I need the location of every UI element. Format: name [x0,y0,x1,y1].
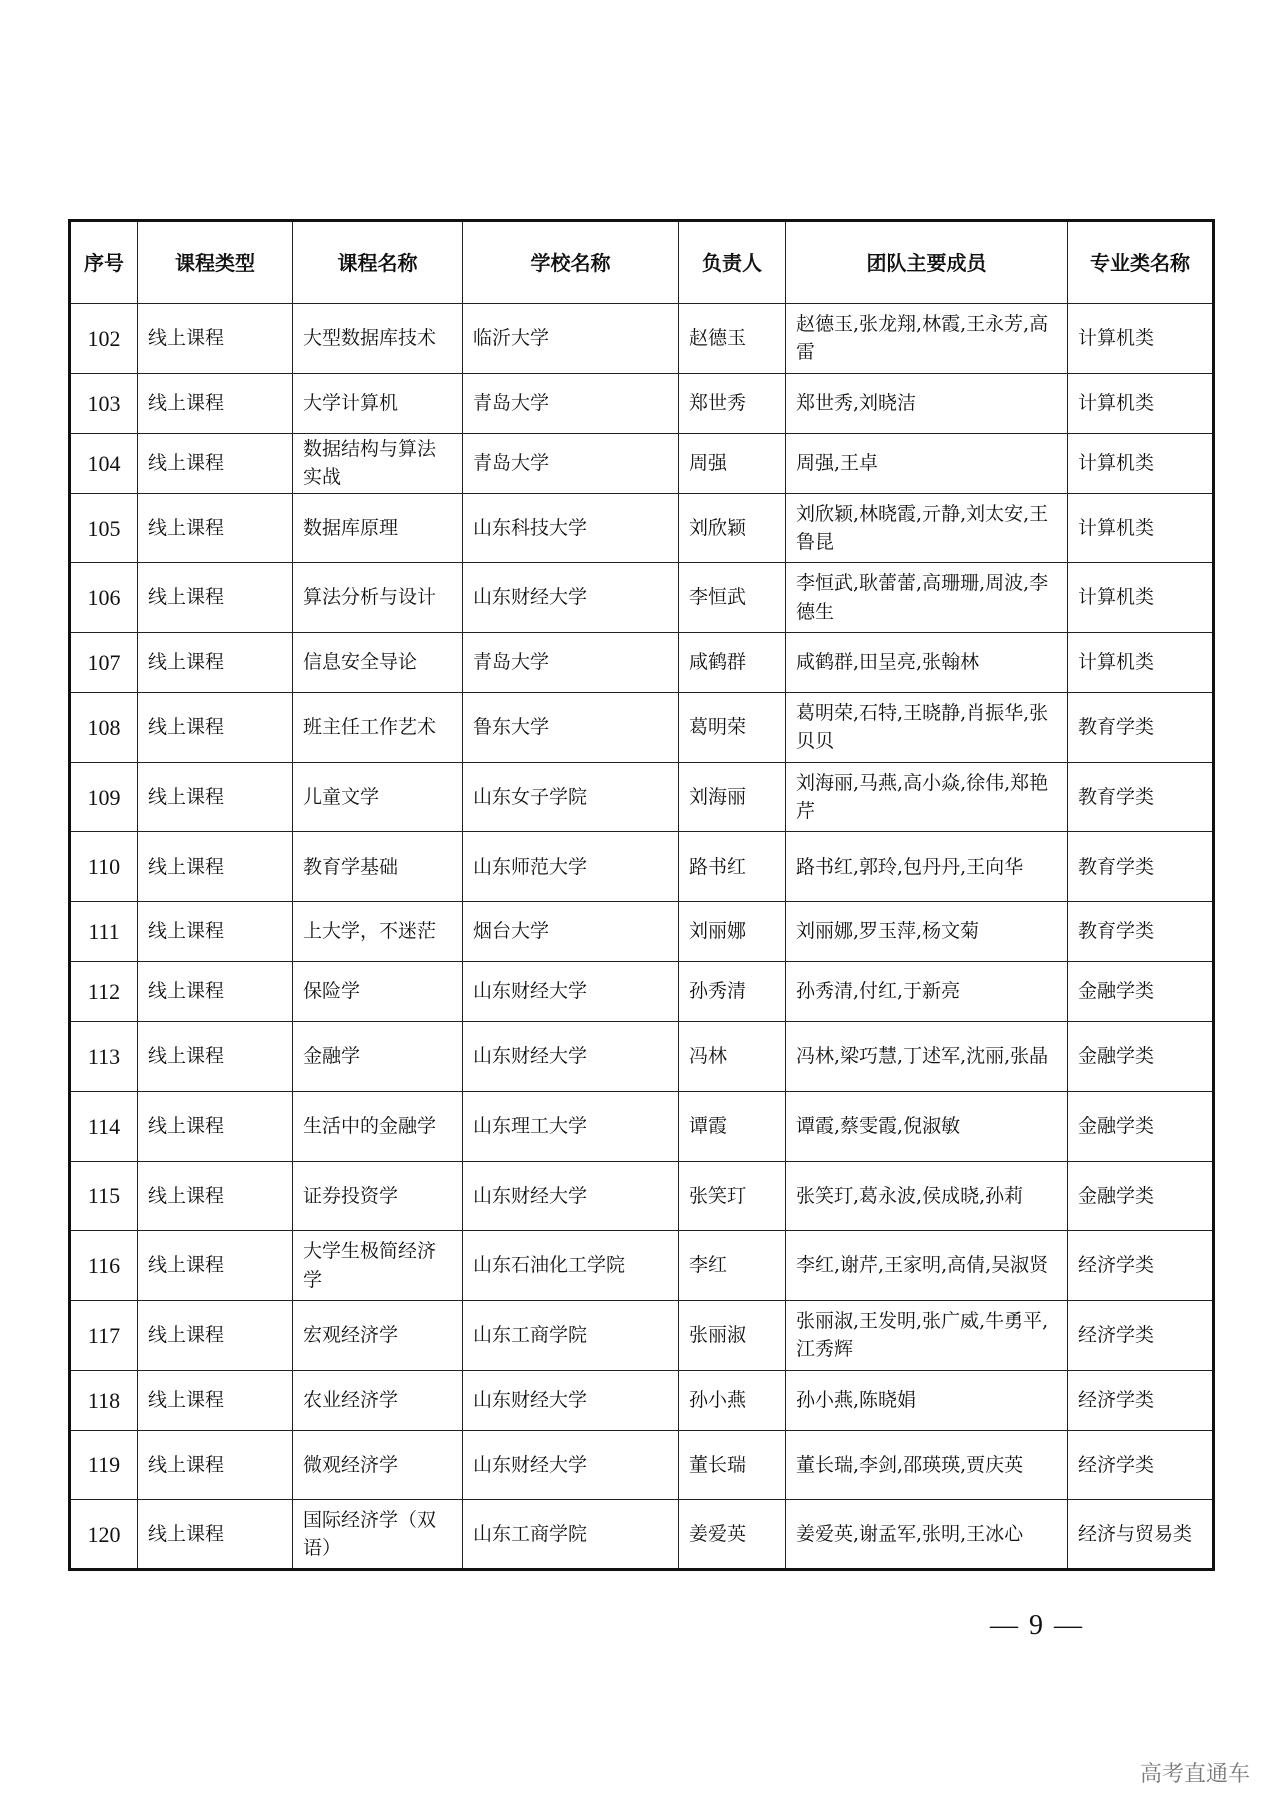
cell-course-name: 上大学，不迷茫 [293,902,463,962]
cell-major-category: 经济学类 [1068,1300,1214,1370]
cell-team-members: 张丽淑,王发明,张广威,牛勇平,江秀辉 [786,1300,1068,1370]
table-row [70,1300,1214,1370]
cell-major-category: 计算机类 [1068,563,1214,633]
cell-course-name: 微观经济学 [293,1430,463,1500]
cell-school-name: 鲁东大学 [463,693,679,763]
cell-school-name: 山东工商学院 [463,1300,679,1370]
table-row [70,493,1214,563]
table-row [70,1500,1214,1570]
cell-course-name: 大学计算机 [293,373,463,433]
cell-team-members: 刘海丽,马燕,高小焱,徐伟,郑艳芹 [786,762,1068,832]
cell-serial: 116 [70,1231,138,1301]
cell-team-members: 路书红,郭玲,包丹丹,王向华 [786,832,1068,902]
cell-course-type: 线上课程 [138,1161,293,1231]
table-row [70,1161,1214,1231]
cell-course-name: 儿童文学 [293,762,463,832]
cell-team-members: 刘欣颖,林晓霞,亓静,刘太安,王鲁昆 [786,493,1068,563]
cell-school-name: 临沂大学 [463,304,679,374]
cell-lead: 刘丽娜 [679,902,786,962]
cell-major-category: 教育学类 [1068,693,1214,763]
table-row [70,1430,1214,1500]
cell-school-name: 山东财经大学 [463,1430,679,1500]
header-lead: 负责人 [679,221,786,304]
cell-team-members: 葛明荣,石特,王晓静,肖振华,张贝贝 [786,693,1068,763]
header-school-name: 学校名称 [463,221,679,304]
cell-course-name: 金融学 [293,1022,463,1092]
cell-serial: 105 [70,493,138,563]
cell-team-members: 董长瑞,李剑,邵瑛瑛,贾庆英 [786,1430,1068,1500]
cell-serial: 109 [70,762,138,832]
cell-serial: 108 [70,693,138,763]
page-number: — 9 — [990,1610,1084,1641]
cell-major-category: 教育学类 [1068,902,1214,962]
cell-lead: 李恒武 [679,563,786,633]
cell-school-name: 山东科技大学 [463,493,679,563]
cell-course-type: 线上课程 [138,1022,293,1092]
cell-serial: 102 [70,304,138,374]
cell-major-category: 经济学类 [1068,1231,1214,1301]
cell-major-category: 经济与贸易类 [1068,1500,1214,1570]
table-row [70,373,1214,433]
cell-lead: 刘海丽 [679,762,786,832]
cell-school-name: 山东理工大学 [463,1091,679,1161]
cell-lead: 张丽淑 [679,1300,786,1370]
cell-school-name: 山东女子学院 [463,762,679,832]
cell-serial: 112 [70,962,138,1022]
cell-team-members: 李红,谢芹,王家明,高倩,吴淑贤 [786,1231,1068,1301]
cell-course-type: 线上课程 [138,762,293,832]
cell-serial: 114 [70,1091,138,1161]
cell-team-members: 郑世秀,刘晓洁 [786,373,1068,433]
cell-major-category: 金融学类 [1068,962,1214,1022]
header-major-category: 专业类名称 [1068,221,1214,304]
cell-team-members: 张笑玎,葛永波,侯成晓,孙莉 [786,1161,1068,1231]
cell-school-name: 山东财经大学 [463,962,679,1022]
cell-team-members: 李恒武,耿蕾蕾,高珊珊,周波,李德生 [786,563,1068,633]
cell-school-name: 青岛大学 [463,373,679,433]
cell-course-type: 线上课程 [138,902,293,962]
watermark: 高考直通车 [1139,1762,1250,1787]
cell-major-category: 计算机类 [1068,493,1214,563]
cell-lead: 周强 [679,433,786,493]
cell-serial: 110 [70,832,138,902]
cell-lead: 孙秀清 [679,962,786,1022]
cell-lead: 刘欣颖 [679,493,786,563]
cell-serial: 104 [70,433,138,493]
cell-lead: 董长瑞 [679,1430,786,1500]
cell-course-type: 线上课程 [138,304,293,374]
cell-course-name: 信息安全导论 [293,633,463,693]
table-row [70,1370,1214,1430]
cell-lead: 姜爱英 [679,1500,786,1570]
cell-lead: 孙小燕 [679,1370,786,1430]
cell-lead: 咸鹤群 [679,633,786,693]
cell-school-name: 青岛大学 [463,433,679,493]
table-row [70,902,1214,962]
cell-course-type: 线上课程 [138,1231,293,1301]
cell-course-name: 生活中的金融学 [293,1091,463,1161]
cell-serial: 113 [70,1022,138,1092]
cell-team-members: 冯林,梁巧慧,丁述军,沈丽,张晶 [786,1022,1068,1092]
cell-course-type: 线上课程 [138,1370,293,1430]
cell-course-type: 线上课程 [138,563,293,633]
cell-lead: 冯林 [679,1022,786,1092]
cell-course-name: 农业经济学 [293,1370,463,1430]
cell-serial: 115 [70,1161,138,1231]
header-course-type: 课程类型 [138,221,293,304]
table-row [70,693,1214,763]
cell-course-name: 大型数据库技术 [293,304,463,374]
header-team-members: 团队主要成员 [786,221,1068,304]
cell-course-type: 线上课程 [138,633,293,693]
cell-course-name: 大学生极简经济学 [293,1231,463,1301]
cell-course-type: 线上课程 [138,493,293,563]
cell-major-category: 计算机类 [1068,433,1214,493]
cell-lead: 李红 [679,1231,786,1301]
cell-lead: 郑世秀 [679,373,786,433]
cell-major-category: 经济学类 [1068,1370,1214,1430]
cell-serial: 118 [70,1370,138,1430]
cell-course-type: 线上课程 [138,962,293,1022]
table-row [70,563,1214,633]
cell-major-category: 金融学类 [1068,1161,1214,1231]
cell-serial: 103 [70,373,138,433]
cell-school-name: 山东石油化工学院 [463,1231,679,1301]
cell-major-category: 计算机类 [1068,304,1214,374]
cell-team-members: 姜爱英,谢孟军,张明,王冰心 [786,1500,1068,1570]
header-serial: 序号 [70,221,138,304]
cell-course-type: 线上课程 [138,1300,293,1370]
table-header-row [70,221,1214,304]
cell-major-category: 计算机类 [1068,633,1214,693]
cell-serial: 111 [70,902,138,962]
cell-course-type: 线上课程 [138,1500,293,1570]
cell-course-name: 数据结构与算法实战 [293,433,463,493]
cell-course-type: 线上课程 [138,433,293,493]
cell-course-name: 算法分析与设计 [293,563,463,633]
cell-course-type: 线上课程 [138,1091,293,1161]
table-row [70,762,1214,832]
table-row [70,1022,1214,1092]
cell-course-name: 证券投资学 [293,1161,463,1231]
table-row [70,304,1214,374]
cell-course-name: 宏观经济学 [293,1300,463,1370]
table-row [70,633,1214,693]
table-row [70,962,1214,1022]
cell-team-members: 孙小燕,陈晓娟 [786,1370,1068,1430]
cell-team-members: 咸鹤群,田呈亮,张翰林 [786,633,1068,693]
cell-team-members: 赵德玉,张龙翔,林霞,王永芳,高雷 [786,304,1068,374]
cell-course-type: 线上课程 [138,693,293,763]
cell-team-members: 谭霞,蔡雯霞,倪淑敏 [786,1091,1068,1161]
cell-lead: 张笑玎 [679,1161,786,1231]
cell-school-name: 山东工商学院 [463,1500,679,1570]
table-row [70,1091,1214,1161]
cell-school-name: 山东财经大学 [463,1161,679,1231]
cell-serial: 117 [70,1300,138,1370]
cell-course-type: 线上课程 [138,373,293,433]
cell-course-name: 国际经济学（双语） [293,1500,463,1570]
cell-major-category: 计算机类 [1068,373,1214,433]
cell-lead: 赵德玉 [679,304,786,374]
cell-school-name: 山东财经大学 [463,1370,679,1430]
cell-lead: 谭霞 [679,1091,786,1161]
cell-course-type: 线上课程 [138,832,293,902]
cell-serial: 119 [70,1430,138,1500]
cell-major-category: 金融学类 [1068,1022,1214,1092]
cell-course-name: 班主任工作艺术 [293,693,463,763]
table-row [70,433,1214,493]
table-row [70,1231,1214,1301]
cell-school-name: 山东财经大学 [463,563,679,633]
cell-course-type: 线上课程 [138,1430,293,1500]
cell-serial: 106 [70,563,138,633]
cell-course-name: 数据库原理 [293,493,463,563]
cell-lead: 路书红 [679,832,786,902]
cell-lead: 葛明荣 [679,693,786,763]
cell-school-name: 烟台大学 [463,902,679,962]
cell-school-name: 山东师范大学 [463,832,679,902]
cell-course-name: 教育学基础 [293,832,463,902]
table-row [70,832,1214,902]
cell-major-category: 金融学类 [1068,1091,1214,1161]
cell-team-members: 孙秀清,付红,于新亮 [786,962,1068,1022]
cell-major-category: 经济学类 [1068,1430,1214,1500]
cell-team-members: 周强,王卓 [786,433,1068,493]
cell-serial: 120 [70,1500,138,1570]
cell-serial: 107 [70,633,138,693]
header-course-name: 课程名称 [293,221,463,304]
cell-course-name: 保险学 [293,962,463,1022]
course-table [68,219,1215,1571]
cell-major-category: 教育学类 [1068,832,1214,902]
cell-school-name: 青岛大学 [463,633,679,693]
cell-team-members: 刘丽娜,罗玉萍,杨文菊 [786,902,1068,962]
cell-major-category: 教育学类 [1068,762,1214,832]
cell-school-name: 山东财经大学 [463,1022,679,1092]
